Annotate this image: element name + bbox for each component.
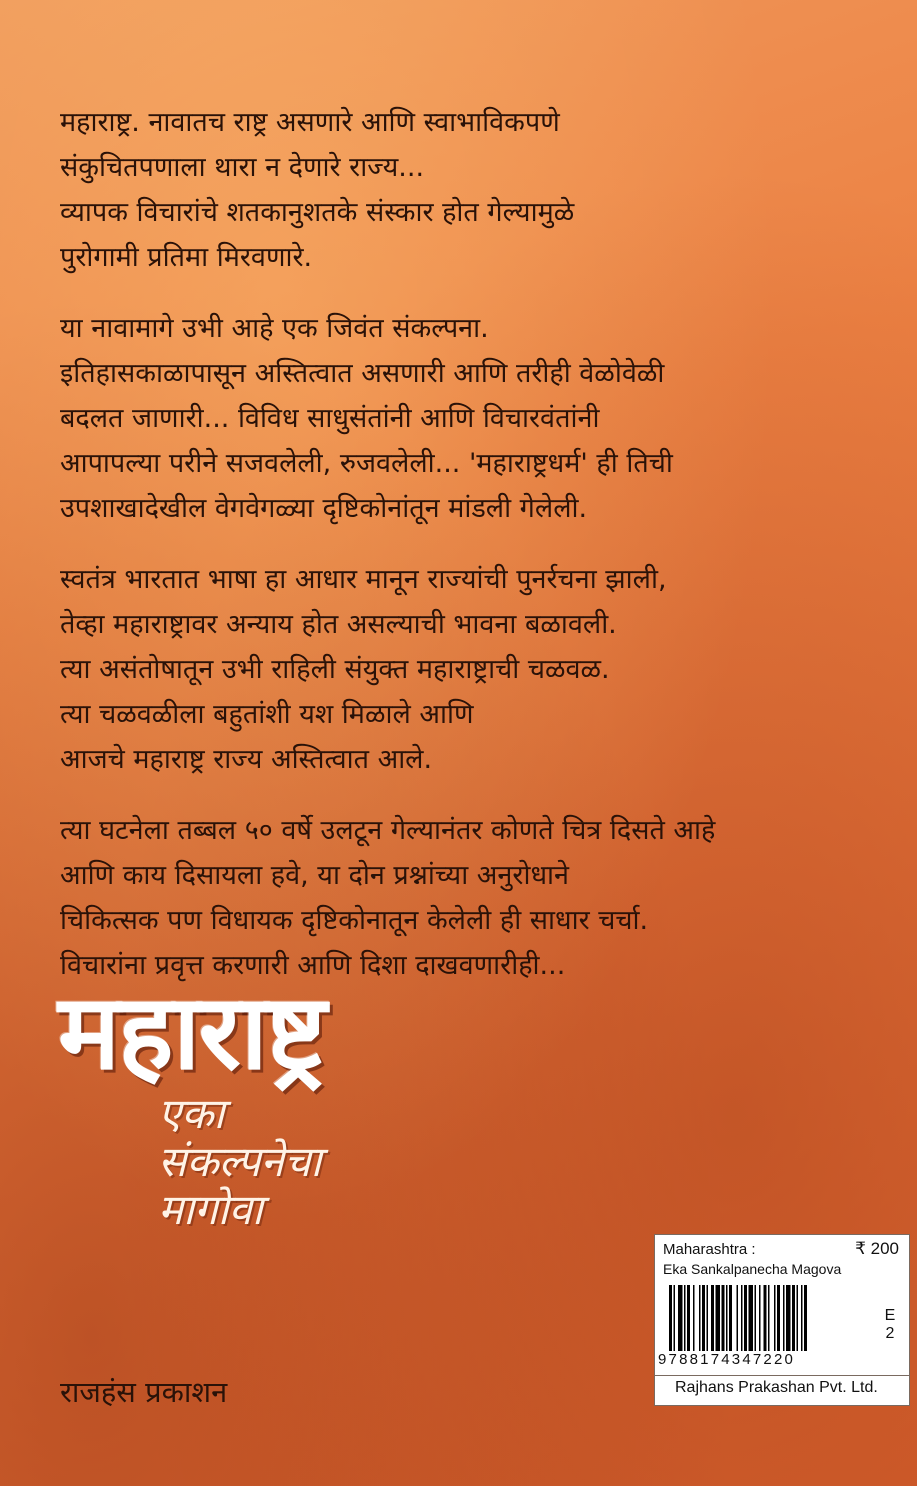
barcode-bar — [755, 1285, 757, 1351]
barcode-bar — [792, 1285, 795, 1351]
book-title-main: महाराष्ट्र — [58, 971, 325, 1093]
price-box-title-line-2: Eka Sankalpanecha Magova — [663, 1261, 842, 1277]
barcode-bar — [699, 1285, 701, 1351]
barcode-bar — [737, 1285, 739, 1351]
subtitle-line-3: मागोवा — [158, 1185, 263, 1234]
barcode-bar — [726, 1285, 728, 1351]
barcode-bar — [669, 1285, 672, 1351]
blurb-line: विचारांना प्रवृत्त करणारी आणि दिशा दाखवणारीही... — [60, 950, 566, 981]
barcode-bar — [693, 1285, 695, 1351]
subtitle-line-2: संकल्पनेचा — [158, 1137, 322, 1186]
book-title-logo — [58, 972, 478, 1292]
barcode-bar — [749, 1285, 754, 1351]
barcode-bar — [786, 1285, 791, 1351]
blurb-paragraph-2 — [60, 306, 880, 531]
barcode-bar — [702, 1285, 705, 1351]
blurb-line: आजचे महाराष्ट्र राज्य अस्तित्वात आले. — [60, 744, 433, 775]
blurb-line: त्या चळवळीला बहुतांशी यश मिळाले आणि — [60, 699, 474, 730]
barcode-bar — [741, 1285, 743, 1351]
blurb-line: तेव्हा महाराष्ट्रावर अन्याय होत असल्याची भावना बळावली. — [60, 609, 617, 640]
blurb-line: आणि काय दिसायला हवे, या दोन प्रश्नांच्या अनुरोधाने — [60, 860, 570, 891]
isbn-number: 9788174347220 — [658, 1351, 796, 1368]
blurb-line: उपशाखादेखील वेगवेगळ्या दृष्टिकोनांतून मांडली गेलेली. — [60, 493, 588, 524]
blurb-line: महाराष्ट्र. नावातच राष्ट्र असणारे आणि स्वाभाविकपणे — [60, 107, 560, 138]
barcode-bar — [707, 1285, 709, 1351]
barcode-bar — [774, 1285, 776, 1351]
barcode-bar — [804, 1285, 807, 1351]
book-subtitle — [158, 1090, 321, 1234]
blurb-line: त्या घटनेला तब्बल ५० वर्षे उलटून गेल्यानंतर कोणते चित्र दिसते आहे — [60, 815, 716, 846]
price-box-publisher: Rajhans Prakashan Pvt. Ltd. — [675, 1379, 878, 1396]
barcode-bar — [759, 1285, 761, 1351]
barcode-bar — [797, 1285, 799, 1351]
blurb-line: त्या असंतोषातून उभी राहिली संयुक्त महाराष्ट्राची चळवळ. — [60, 654, 610, 685]
blurb-line: पुरोगामी प्रतिमा मिरवणारे. — [60, 242, 313, 273]
barcode-bar — [711, 1285, 714, 1351]
barcode-bar — [687, 1285, 690, 1351]
price-label: ₹ 200 — [855, 1239, 899, 1258]
barcode-bar — [722, 1285, 725, 1351]
barcode-bar — [729, 1285, 732, 1351]
blurb-paragraph-3 — [60, 557, 880, 782]
subtitle-line-1: एका — [158, 1089, 225, 1138]
blurb-line: आपापल्या परीने सजवलेली, रुजवलेली... 'महाराष्ट्रधर्म' ही तिची — [60, 448, 673, 479]
blurb-paragraph-1 — [60, 100, 880, 280]
price-box-title-line-1: Maharashtra : — [663, 1241, 756, 1258]
barcode-image — [667, 1285, 857, 1351]
publisher-name: राजहंस प्रकाशन — [60, 1375, 228, 1409]
price-box-code-line-1: E — [884, 1307, 896, 1324]
blurb-line: स्वतंत्र भारतात भाषा हा आधार मानून राज्यांची पुनर्रचना झाली, — [60, 564, 667, 595]
blurb-line: बदलत जाणारी... विविध साधुसंतांनी आणि विचारवंतांनी — [60, 403, 600, 434]
blurb-paragraph-4 — [60, 808, 880, 988]
price-box-divider — [655, 1375, 909, 1376]
barcode-bar — [783, 1285, 785, 1351]
barcode-bar — [768, 1285, 770, 1351]
barcode-bar — [674, 1285, 676, 1351]
blurb-line: संकुचितपणाला थारा न देणारे राज्य... — [60, 152, 425, 183]
price-box-code — [883, 1307, 897, 1343]
price-barcode-box — [654, 1234, 910, 1406]
blurb-line: या नावामागे उभी आहे एक जिवंत संकल्पना. — [60, 313, 489, 344]
barcode-bar — [678, 1285, 683, 1351]
back-cover-blurb — [60, 100, 880, 1014]
barcode-bar — [716, 1285, 721, 1351]
barcode-bar — [801, 1285, 803, 1351]
blurb-line: व्यापक विचारांचे शतकानुशतके संस्कार होत गेल्यामुळे — [60, 197, 575, 228]
barcode-bar — [764, 1285, 767, 1351]
blurb-line: चिकित्सक पण विधायक दृष्टिकोनातून केलेली ही साधार चर्चा. — [60, 905, 649, 936]
barcode-bar — [744, 1285, 747, 1351]
barcode-bar — [684, 1285, 686, 1351]
blurb-line: इतिहासकाळापासून अस्तित्वात असणारी आणि तरीही वेळोवेळी — [60, 358, 665, 389]
price-box-code-line-2: 2 — [885, 1325, 895, 1342]
barcode-bar — [777, 1285, 780, 1351]
